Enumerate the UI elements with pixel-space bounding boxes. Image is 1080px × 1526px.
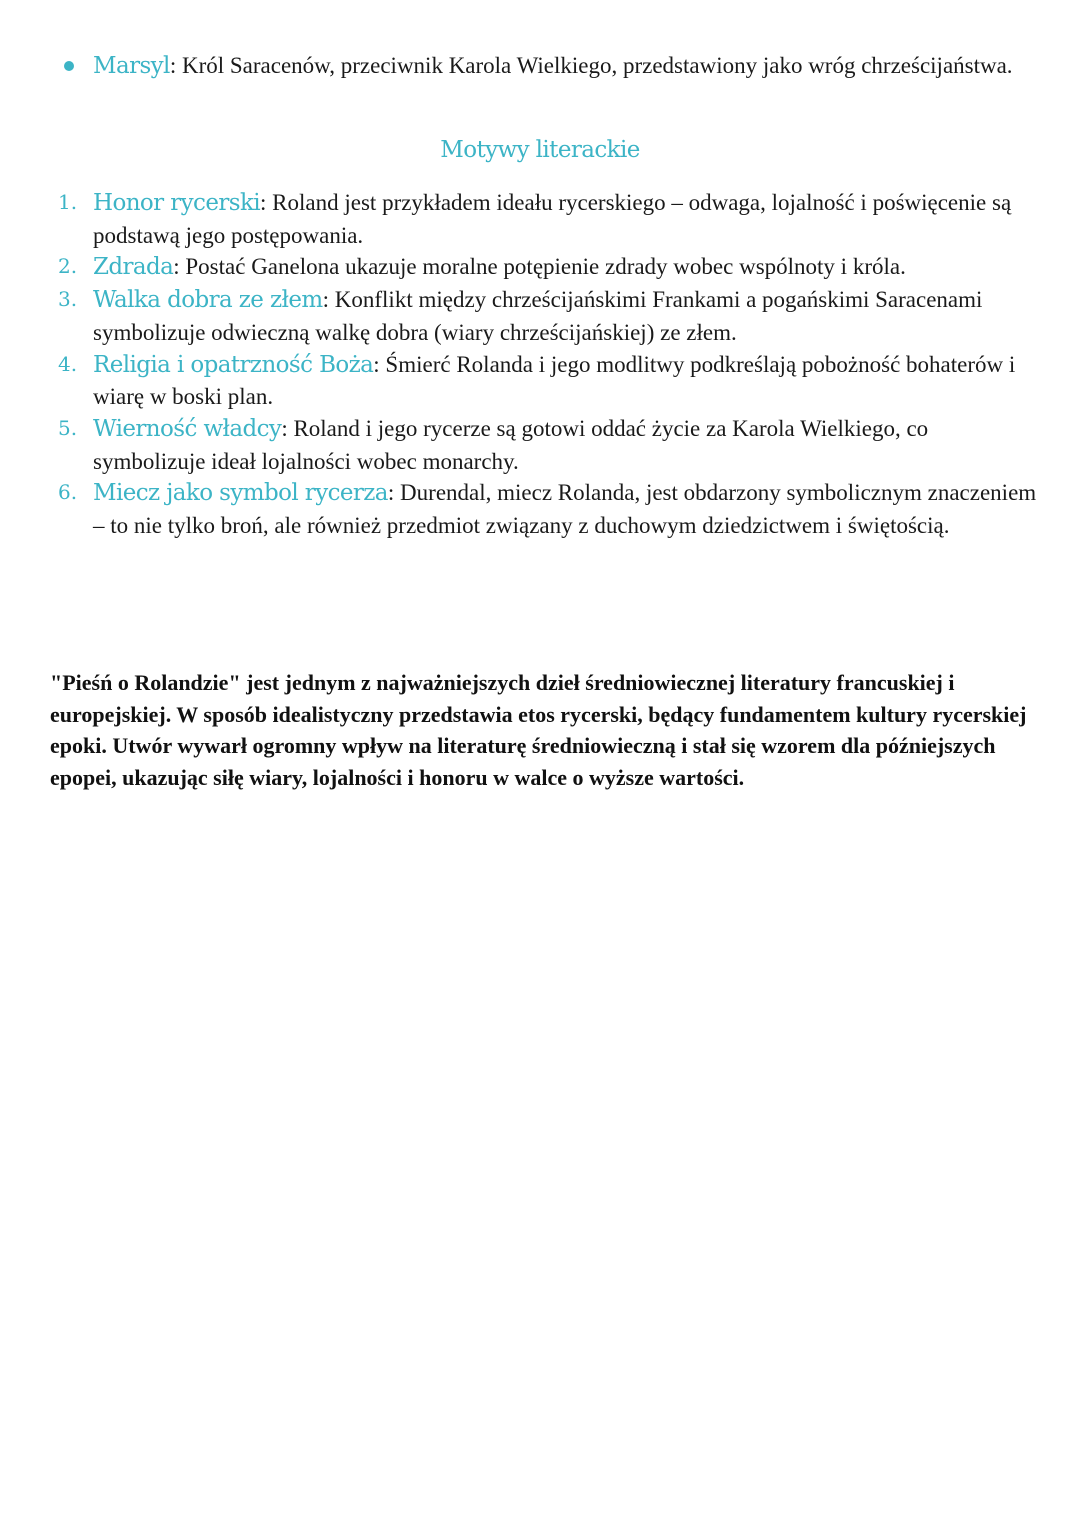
character-name: Marsyl [93,53,170,79]
motifs-heading: Motywy literackie [440,137,640,163]
motif-number: 5. [58,415,78,440]
motif-title: Miecz jako symbol rycerza [93,480,388,507]
motif-item [40,349,1040,413]
bullet-dot-icon [64,61,74,71]
motif-text: : Postać Ganelona ukazuje moralne potępienie zdrady wobec wspólnoty i króla. [173,254,906,280]
motif-title: Religia i opatrzność Boża [93,351,374,378]
motif-number: 1. [58,190,78,214]
character-description: : Król Saracenów, przeciwnik Karola Wielkiego, przedstawiony jako wróg chrześcijaństwa. [169,53,1013,78]
character-entry-text [93,50,1033,82]
motif-text: : Konflikt między chrześcijańskimi Frankami a pogańskimi Saracenami symbolizuje odwieczną walkę dobra (wiary chrześcijańskiej) ze złem. [93,287,983,345]
motif-title: Wierność władcy [93,415,282,442]
motifs-list [40,187,1040,542]
motif-number: 2. [58,254,78,279]
motif-text: : Roland i jego rycerze są gotowi oddać życie za Karola Wielkiego, co symbolizuje ideał lojalności wobec monarchy. [93,415,929,474]
motif-item [40,251,1040,284]
motif-number: 3. [58,287,78,312]
motif-item [40,187,1040,251]
motif-number: 6. [58,480,78,505]
motif-item [40,413,1040,477]
motif-item [40,477,1040,541]
motif-item [40,284,1040,348]
motif-text: : Śmierć Rolanda i jego modlitwy podkreślają pobożność bohaterów i wiarę w boski plan. [93,351,1016,410]
motif-title: Walka dobra ze złem [93,287,323,314]
summary-paragraph: "Pieśń o Rolandzie" jest jednym z najważniejszych dzieł średniowiecznej literatury francuskiej i europejskiej. W sposób idealistyczny przedstawia etos rycerski, będący fundamentem kultury rycerskiej epoki. Utwór wywarł ogromny wpływ na literaturę średniowieczną i stał się wzorem dla późniejszych epopei, ukazując siłę wiary, lojalności i honoru w walce o wyższe wartości. [50,670,1027,791]
motif-title: Zdrada [93,254,174,281]
motif-title: Honor rycerski [93,190,261,216]
motif-number: 4. [58,351,78,376]
motif-text: : Durendal, miecz Rolanda, jest obdarzony symbolicznym znaczeniem – to nie tylko broń, ale również przedmiot związany z duchowym dziedzictwem i świętością. [93,480,1037,539]
motif-text: : Roland jest przykładem ideału rycerskiego – odwaga, lojalność i poświęcenie są podstawą jego postępowania. [93,190,1012,248]
